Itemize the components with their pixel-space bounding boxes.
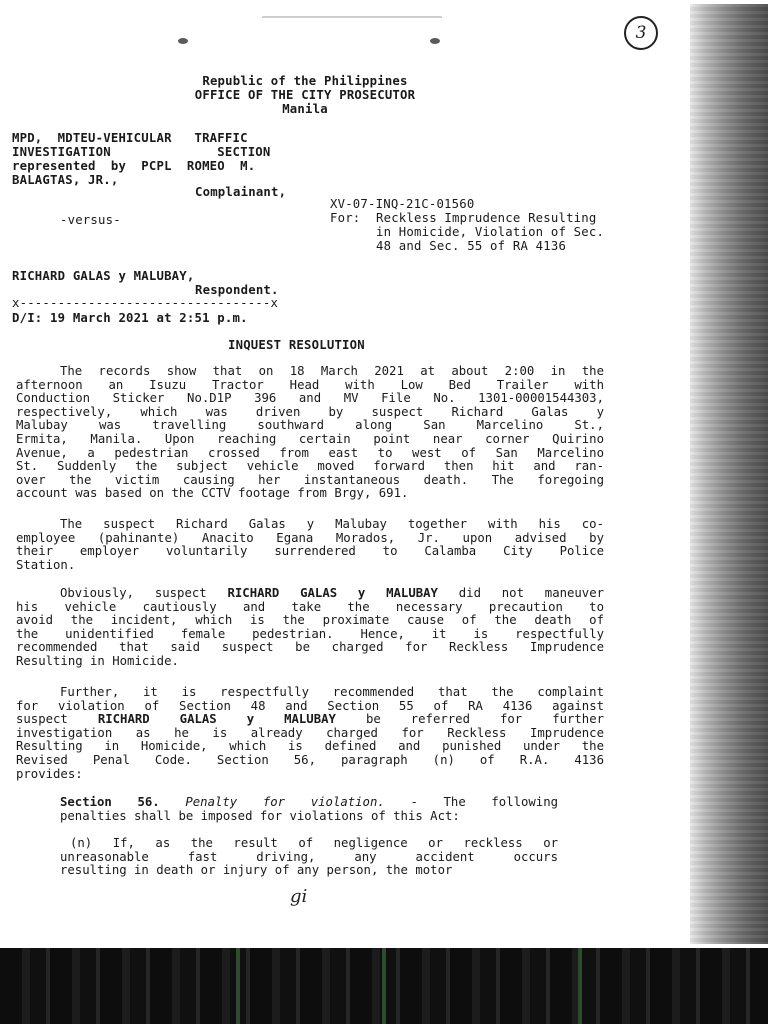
paragraph-text: Obviously, suspect: [60, 586, 207, 600]
paragraph-line: the unidentified female pedestrian. Hence, it is respectfully: [16, 626, 604, 641]
paragraph-line: recommended that said suspect be charged for Reckless Imprudence: [16, 640, 604, 655]
paragraph-3: [16, 587, 604, 669]
paragraph-line: Conduction Sticker No.D1P 396 and MV File No. 1301-00001544303,: [16, 391, 604, 406]
paragraph-line: Station.: [16, 557, 76, 572]
case-offense-1: Reckless Imprudence Resulting: [376, 211, 597, 225]
paragraph-line: provides:: [16, 766, 83, 781]
respondent-name: RICHARD GALAS y MALUBAY,: [12, 269, 195, 283]
complainant-role: Complainant,: [195, 185, 287, 199]
section-56-quote: [60, 796, 558, 823]
paragraph-line: resulting in death or injury of any person, the motor: [60, 863, 453, 878]
respondent-role: Respondent.: [195, 283, 279, 297]
punch-hole-left: [178, 38, 188, 44]
paragraph-line: Malubay was travelling southward along San Marcelino St.,: [16, 418, 604, 433]
paragraph-line: avoid the incident, which is the proximate cause of the death of: [16, 613, 604, 628]
section-heading: Section 56.: [60, 795, 160, 809]
section-heading-italic: Penalty for violation.: [185, 795, 385, 809]
date-of-inquest: D/I: 19 March 2021 at 2:51 p.m.: [12, 311, 248, 325]
paragraph-line: respectively, which was driven by suspect Richard Galas y: [16, 404, 604, 419]
punch-hole-right: [430, 38, 440, 44]
paragraph-line: Ermita, Manila. Upon reaching certain point near corner Quirino: [16, 431, 604, 446]
paragraph-line: (n) If, as the result of negligence or reckless or: [70, 836, 558, 850]
paragraph-line: afternoon an Isuzu Tractor Head with Low Bed Trailer with: [16, 377, 604, 392]
suspect-name-bold: RICHARD GALAS y MALUBAY: [97, 712, 336, 727]
case-for-label: For:: [330, 211, 361, 225]
scanner-bed-strip: [0, 948, 768, 1024]
paragraph-line: Further, it is respectfully recommended that the complaint: [60, 685, 604, 699]
paragraph-line: The records show that on 18 March 2021 at about 2:00 in the: [60, 364, 604, 378]
paragraph-line: penalties shall be imposed for violations of this Act:: [60, 808, 460, 823]
paragraph-text: did not maneuver: [458, 586, 605, 600]
paragraph-line: employee (pahinante) Anacito Egana Morados, Jr. upon advised by: [16, 530, 604, 545]
complainant-line-4: BALAGTAS, JR.,: [12, 173, 119, 187]
paragraph-text: be referred for further: [365, 712, 605, 727]
paragraph-line: over the victim causing her instantaneous death. The foregoing: [16, 472, 604, 487]
case-offense-3: 48 and Sec. 55 of RA 4136: [376, 239, 567, 253]
paragraph-line: unreasonable fast driving, any accident occurs: [60, 849, 558, 864]
paragraph-line: their employer voluntarily surrendered to Calamba City Police: [16, 544, 604, 559]
paragraph-line: for violation of Section 48 and Section 55 of RA 4136 against: [16, 698, 604, 713]
header-republic: Republic of the Philippines: [202, 74, 408, 88]
suspect-name-bold: RICHARD GALAS y MALUBAY: [227, 586, 438, 600]
paragraph-line: Revised Penal Code. Section 56, paragraph (n) of R.A. 4136: [16, 752, 604, 767]
complainant-line-1: MPD, MDTEU-VEHICULAR TRAFFIC: [12, 131, 248, 145]
header-city: Manila: [282, 102, 328, 116]
paragraph-2: [16, 518, 604, 572]
complainant-line-3: represented by PCPL ROMEO M.: [12, 159, 256, 173]
page-top-rule: [262, 16, 442, 18]
paragraph-line: The suspect Richard Galas y Malubay together with his co-: [60, 517, 604, 531]
case-offense-2: in Homicide, Violation of Sec.: [376, 225, 605, 239]
paragraph-line: Avenue, a pedestrian crossed from east to west of San Marcelino: [16, 445, 604, 460]
paragraph-1: [16, 365, 604, 501]
paragraph-line: his vehicle cautiously and take the necessary precaution to: [16, 599, 604, 614]
caption-divider: x---------------------------------x: [12, 296, 279, 310]
paragraph-line: investigation as he is already charged for Reckless Imprudence: [16, 725, 604, 740]
handwritten-initials: gi: [290, 886, 308, 907]
complainant-line-2: INVESTIGATION SECTION: [12, 145, 271, 159]
page-number-circle: 3: [624, 16, 658, 50]
document-title: INQUEST RESOLUTION: [228, 338, 365, 352]
versus-label: -versus-: [60, 213, 121, 227]
section-heading-line: [60, 796, 558, 810]
section-heading-rest: - The following: [410, 795, 559, 809]
paragraph-line: [16, 713, 604, 727]
paragraph-line: account was based on the CCTV footage from Brgy, 691.: [16, 486, 409, 501]
paragraph-text: suspect: [16, 712, 68, 727]
paragraph-line: [16, 587, 604, 601]
paragraph-line: Resulting in Homicide.: [16, 653, 179, 668]
case-number: XV-07-INQ-21C-01560: [330, 197, 475, 211]
paragraph-line: St. Suddenly the subject vehicle moved forward then hit and ran-: [16, 459, 604, 474]
paragraph-4: [16, 686, 604, 781]
section-56-subparagraph: [60, 837, 558, 878]
header-office: OFFICE OF THE CITY PROSECUTOR: [194, 88, 416, 102]
paragraph-line: Resulting in Homicide, which is defined and punished under the: [16, 739, 604, 754]
scan-shadow-edge: [690, 4, 768, 944]
